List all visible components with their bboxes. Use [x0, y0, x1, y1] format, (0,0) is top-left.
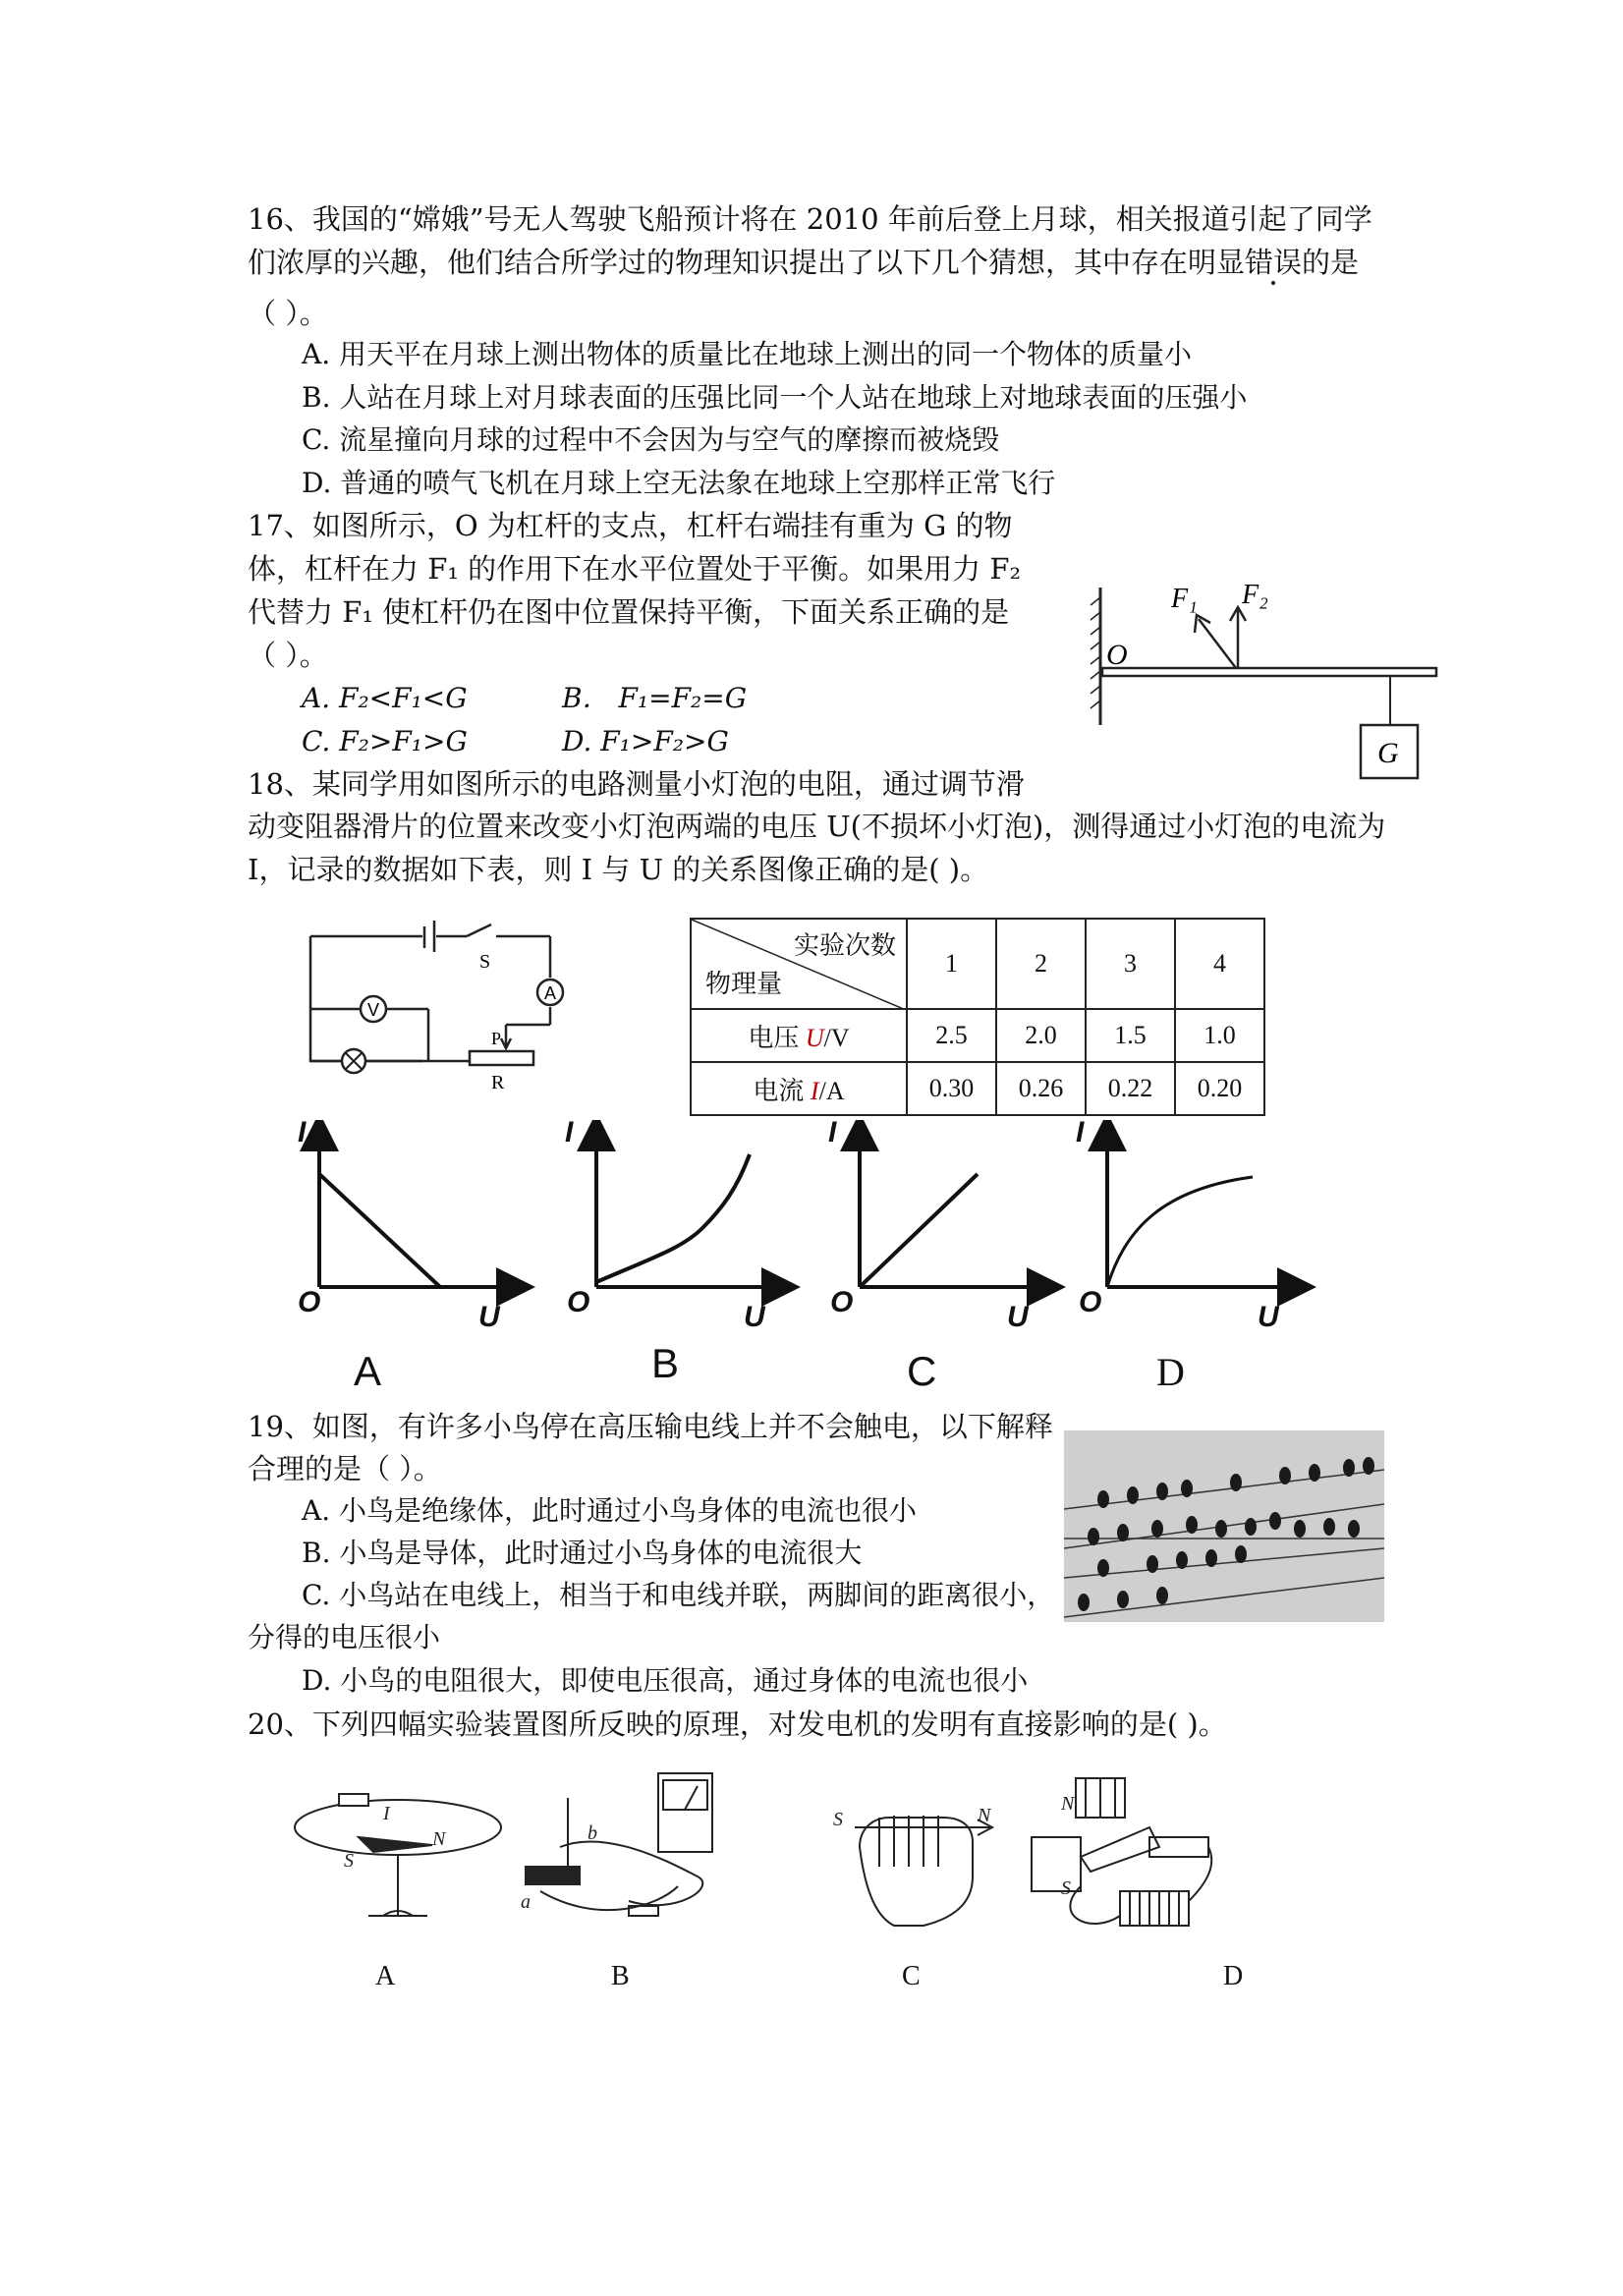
- graph-b-origin: O: [567, 1286, 590, 1318]
- graph-a-origin: O: [298, 1286, 321, 1318]
- figure-c-right-hand-icon: [855, 1816, 992, 1926]
- q16-emphasis-error: 错误: [1245, 246, 1303, 279]
- graph-c-x-label: U: [1007, 1301, 1029, 1333]
- figure-d-motor-icon: [1032, 1778, 1211, 1926]
- graph-d-y-label: I: [1076, 1120, 1085, 1148]
- graph-d-origin: O: [1079, 1286, 1102, 1318]
- graph-c-caption: C: [907, 1348, 937, 1394]
- graph-a-curve: [319, 1174, 440, 1287]
- q16-line-2-text: 们浓厚的兴趣，他们结合所学过的物理知识提出了以下几个猜想，其中存在明显: [248, 246, 1246, 279]
- weight-label: G: [1377, 737, 1399, 769]
- graph-c-curve: [860, 1174, 978, 1287]
- q19-line-2: 合理的是（ ）。: [248, 1452, 442, 1485]
- q16-option-d: D. 普通的喷气飞机在月球上空无法象在地球上空那样正常飞行: [302, 467, 1056, 499]
- q18-line-3: I，记录的数据如下表，则 I 与 U 的关系图像正确的是( )。: [248, 853, 989, 886]
- lever-f2-label: F₂: [1242, 580, 1268, 610]
- graph-c-y-label: I: [828, 1120, 837, 1148]
- table-cell: 0.26: [996, 1062, 1086, 1115]
- q16-line-2: [248, 244, 1359, 281]
- table-header-quantity: 物理量: [705, 970, 783, 998]
- table-cell: 1.5: [1086, 1009, 1175, 1062]
- q16-option-a: A. 用天平在月球上测出物体的质量比在地球上测出的同一个物体的质量小: [302, 338, 1193, 370]
- circuit-diagram: [305, 909, 580, 1095]
- table-cell: 1.0: [1175, 1009, 1264, 1062]
- q20-line: 20、下列四幅实验装置图所反映的原理，对发电机的发明有直接影响的是( )。: [248, 1708, 1227, 1741]
- q17-answer-blank: （ ）。: [248, 639, 328, 672]
- table-corner-header: [691, 919, 907, 1009]
- q19-option-c: C. 小鸟站在电线上，相当于和电线并联，两脚间的距离很小，: [302, 1579, 1055, 1611]
- table-voltage-label: [691, 1009, 907, 1062]
- table-cell: 0.20: [1175, 1062, 1264, 1115]
- graph-a: [319, 1132, 516, 1287]
- q19-option-d: D. 小鸟的电阻很大，即使电压很高，通过身体的电流也很小: [302, 1664, 1029, 1697]
- graph-a-y-label: I: [298, 1120, 307, 1148]
- graph-d-x-label: U: [1258, 1301, 1279, 1333]
- figure-b-b-label: b: [588, 1822, 597, 1844]
- table-trial-4: 4: [1175, 919, 1264, 1009]
- graph-b-caption: B: [651, 1340, 680, 1386]
- table-cell: 2.0: [996, 1009, 1086, 1062]
- table-trial-2: 2: [996, 919, 1086, 1009]
- q18-line-1: 18、某同学用如图所示的电路测量小灯泡的电阻，通过调节滑: [248, 767, 1025, 801]
- q17-option-b: B． F₁=F₂=G: [562, 682, 748, 714]
- current-symbol: I: [810, 1076, 819, 1105]
- graph-b-curve: [596, 1154, 750, 1282]
- q17-line-1: 17、如图所示，O 为杠杆的支点，杠杆右端挂有重为 G 的物: [248, 509, 1013, 542]
- q16-option-c: C. 流星撞向月球的过程中不会因为与空气的摩擦而被烧毁: [302, 423, 1000, 456]
- graph-c-origin: O: [830, 1286, 854, 1318]
- voltage-label-text: 电压: [748, 1023, 806, 1052]
- graph-d-curve: [1107, 1177, 1253, 1287]
- q19-option-b: B. 小鸟是导体，此时通过小鸟身体的电流很大: [302, 1537, 863, 1569]
- graph-b-x-label: U: [744, 1301, 765, 1333]
- figure-b-caption: B: [611, 1961, 630, 1991]
- lever-figure: [1061, 558, 1454, 794]
- q17-option-d: D. F₁>F₂>G: [562, 725, 729, 757]
- voltage-symbol: U: [805, 1023, 824, 1052]
- q20-figures: [285, 1768, 1385, 2004]
- figure-a-current-label: I: [383, 1803, 390, 1824]
- q17-line-3: 代替力 F₁ 使杠杆仍在图中位置保持平衡，下面关系正确的是: [248, 595, 1010, 629]
- iu-graphs: [290, 1120, 1321, 1415]
- table-trial-1: 1: [907, 919, 996, 1009]
- figure-c-caption: C: [902, 1961, 921, 1991]
- table-header-trials: 实验次数: [793, 931, 896, 960]
- table-cell: 2.5: [907, 1009, 996, 1062]
- lever-pivot-label: O: [1106, 639, 1128, 671]
- q16-answer-blank: （ ）。: [248, 297, 328, 330]
- graph-b: [596, 1132, 781, 1287]
- table-trial-3: 3: [1086, 919, 1175, 1009]
- figure-d-s-label: S: [1061, 1877, 1071, 1899]
- switch-label: S: [479, 951, 491, 973]
- figure-a-caption: A: [375, 1961, 396, 1991]
- table-cell: 0.30: [907, 1062, 996, 1115]
- figure-a-oersted-icon: [295, 1794, 501, 1916]
- measurement-table: [690, 918, 1265, 1116]
- table-current-label: [691, 1062, 907, 1115]
- q19-line-1: 19、如图，有许多小鸟停在高压输电线上并不会触电，以下解释: [248, 1410, 1053, 1443]
- figure-c-s-label: S: [833, 1809, 843, 1830]
- q16-line-2-end: 的是: [1302, 246, 1360, 279]
- graph-d: [1107, 1132, 1297, 1287]
- lever-f1-label: F₁: [1171, 584, 1198, 614]
- figure-a-n-label: N: [432, 1828, 446, 1850]
- voltmeter-label: V: [367, 1000, 380, 1020]
- q19-option-c-cont: 分得的电压很小: [248, 1621, 441, 1653]
- ammeter-label: A: [544, 983, 557, 1003]
- figure-b-induction-icon: [526, 1773, 712, 1916]
- graph-a-caption: A: [354, 1348, 382, 1394]
- figure-c-n-label: N: [978, 1805, 991, 1826]
- q16-line-1: 16、我国的“嫦娥”号无人驾驶飞船预计将在 2010 年前后登上月球，相关报道引起了同学: [248, 202, 1372, 236]
- q17-option-c: C. F₂>F₁>G: [302, 725, 468, 757]
- table-cell: 0.22: [1086, 1062, 1175, 1115]
- birds-on-wire-photo: [1064, 1430, 1384, 1622]
- slider-label: P: [491, 1029, 502, 1048]
- figure-b-a-label: a: [521, 1891, 531, 1913]
- figure-d-n-label: N: [1061, 1793, 1075, 1815]
- q17-line-2: 体，杠杆在力 F₁ 的作用下在水平位置处于平衡。如果用力 F₂: [248, 552, 1022, 586]
- lever-diagram: [1061, 558, 1454, 794]
- lever-bar: [1102, 668, 1436, 676]
- figure-d-caption: D: [1223, 1961, 1244, 1991]
- current-unit: /A: [818, 1076, 845, 1105]
- q17-option-a: A. F₂<F₁<G: [302, 682, 468, 714]
- q19-option-a: A. 小鸟是绝缘体，此时通过小鸟身体的电流也很小: [302, 1494, 918, 1527]
- rheostat-label: R: [491, 1072, 505, 1093]
- figure-a-s-label: S: [344, 1850, 354, 1872]
- graph-c: [860, 1132, 1046, 1287]
- q16-option-b: B. 人站在月球上对月球表面的压强比同一个人站在地球上对地球表面的压强小: [302, 381, 1248, 414]
- graph-b-y-label: I: [565, 1120, 574, 1148]
- current-label-text: 电流: [753, 1076, 811, 1105]
- q18-line-2: 动变阻器滑片的位置来改变小灯泡两端的电压 U(不损坏小灯泡)，测得通过小灯泡的电流为: [248, 810, 1386, 843]
- graph-a-x-label: U: [478, 1301, 500, 1333]
- graph-d-caption: D: [1156, 1350, 1185, 1394]
- voltage-unit: /V: [823, 1023, 850, 1052]
